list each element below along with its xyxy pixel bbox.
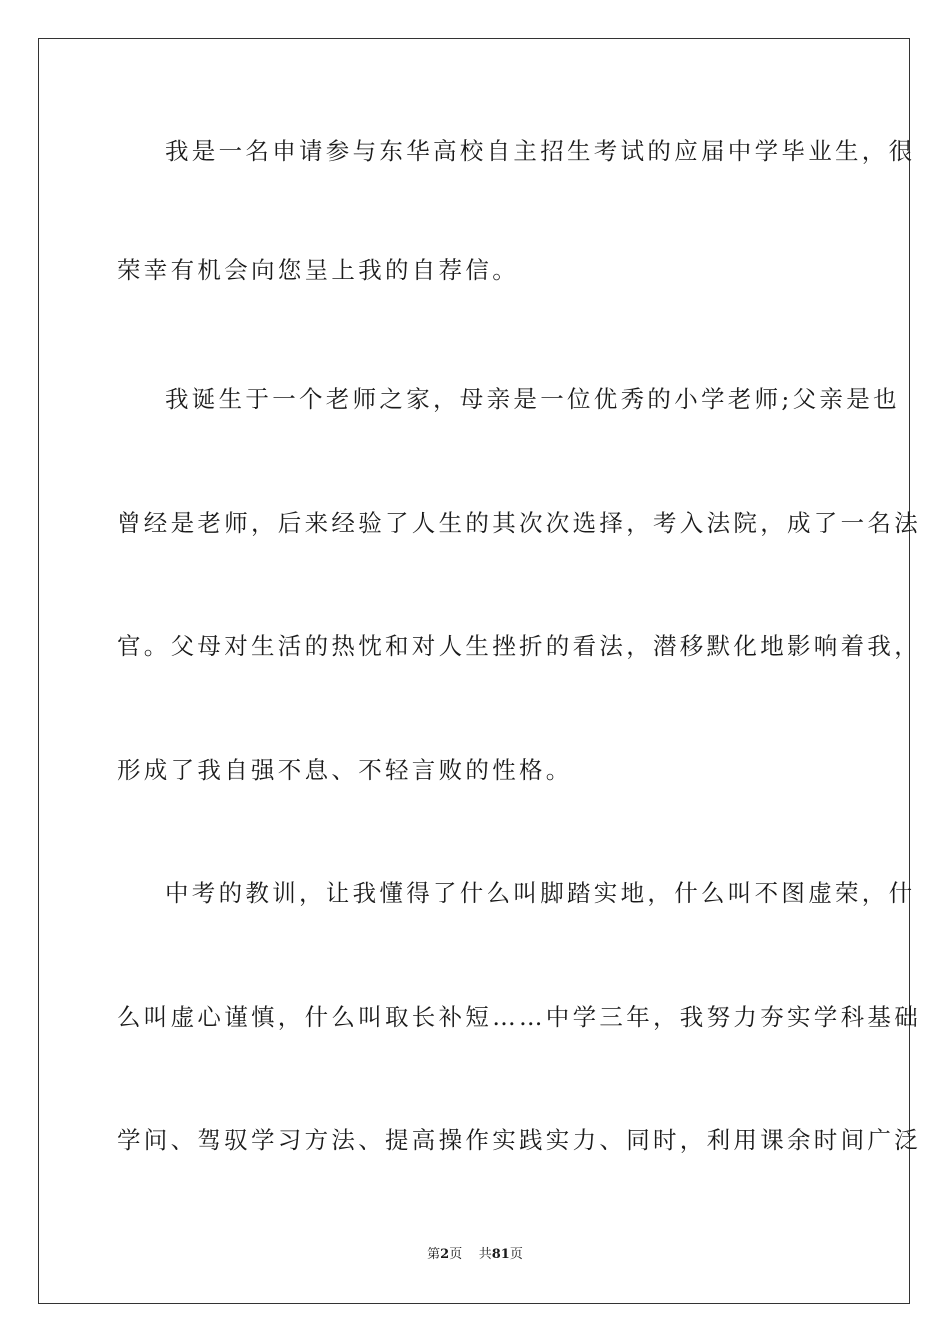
paragraph-1-line-1: 我是一名申请参与东华高校自主招生考试的应届中学毕业生，很 xyxy=(165,137,916,165)
footer-total-suffix: 页 xyxy=(509,1247,523,1262)
footer-page-number: 2 xyxy=(440,1247,450,1262)
paragraph-3-line-2: 么叫虚心谨慎，什么叫取长补短……中学三年，我努力夯实学科基础 xyxy=(117,1003,921,1031)
paragraph-2-line-4: 形成了我自强不息、不轻言败的性格。 xyxy=(117,756,573,784)
footer-total-prefix: 共 xyxy=(478,1247,492,1262)
page-footer xyxy=(0,1246,950,1264)
footer-page-prefix: 第 xyxy=(427,1247,441,1262)
paragraph-3-line-3: 学问、驾驭学习方法、提高操作实践实力、同时，利用课余时间广泛 xyxy=(117,1126,921,1154)
footer-total-pages: 81 xyxy=(491,1247,510,1262)
paragraph-3-line-1: 中考的教训，让我懂得了什么叫脚踏实地，什么叫不图虚荣，什 xyxy=(165,879,916,907)
footer-page-suffix: 页 xyxy=(449,1247,463,1262)
paragraph-2-line-1: 我诞生于一个老师之家，母亲是一位优秀的小学老师;父亲是也 xyxy=(165,385,900,413)
paragraph-1-line-2: 荣幸有机会向您呈上我的自荐信。 xyxy=(117,256,519,284)
page-border xyxy=(38,38,921,1304)
paragraph-2-line-3: 官。父母对生活的热忱和对人生挫折的看法，潜移默化地影响着我， xyxy=(117,632,921,660)
paragraph-2-line-2: 曾经是老师，后来经验了人生的其次次选择，考入法院，成了一名法 xyxy=(117,509,921,537)
